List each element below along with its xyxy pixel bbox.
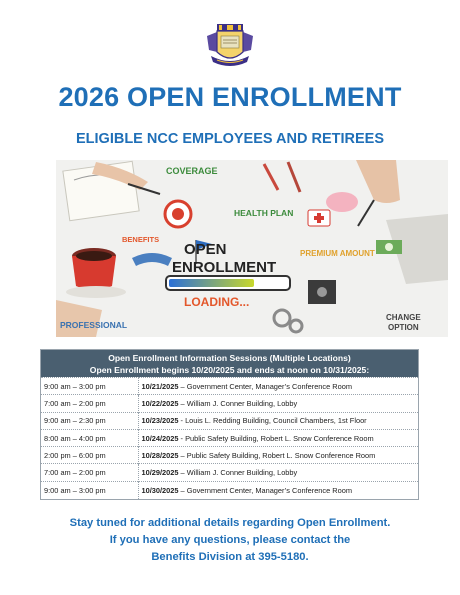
footer-message [0, 515, 460, 566]
session-time: 8:00 am – 4:00 pm [41, 429, 138, 446]
session-time: 7:00 am – 2:00 pm [41, 464, 138, 481]
table-row [41, 447, 418, 464]
session-location: - Public Safety Building, Robert L. Snow Conference Room [178, 433, 374, 443]
banner-word-loading: LOADING... [184, 295, 250, 309]
session-location: – William J. Conner Building, Lobby [178, 398, 298, 408]
session-location: – Public Safety Building, Robert L. Snow Conference Room [178, 450, 376, 460]
schedule-table [41, 377, 418, 499]
table-row [41, 464, 418, 481]
session-details [138, 447, 418, 464]
session-location: – Government Center, Manager’s Conference Room [178, 381, 352, 391]
table-row [41, 378, 418, 395]
banner-word-coverage: COVERAGE [166, 166, 218, 176]
session-time: 2:00 pm – 6:00 pm [41, 447, 138, 464]
loading-progress-bar [166, 276, 290, 290]
session-date: 10/24/2025 [141, 433, 179, 443]
footer-line-3: Benefits Division at 395-5180. [151, 551, 309, 563]
table-row [41, 429, 418, 446]
table-row [41, 395, 418, 412]
schedule-heading-line2: Open Enrollment begins 10/20/2025 and ends at noon on 10/31/2025: [89, 365, 370, 375]
banner-word-enrollment: ENROLLMENT [172, 259, 277, 276]
session-date: 10/30/2025 [141, 485, 179, 495]
banner-word-professional: PROFESSIONAL [60, 320, 128, 330]
session-date: 10/21/2025 [141, 381, 179, 391]
session-location: - Louis L. Redding Building, Council Chambers, 1st Floor [178, 416, 367, 426]
session-location: – William J. Conner Building, Lobby [178, 468, 298, 478]
page-subtitle: ELIGIBLE NCC EMPLOYEES AND RETIREES [75, 131, 385, 147]
session-date: 10/29/2025 [141, 468, 179, 478]
banner-word-open: OPEN [184, 241, 227, 258]
table-row [41, 481, 418, 498]
target-icon [165, 201, 191, 227]
session-time: 9:00 am – 3:00 pm [41, 378, 138, 395]
banner-word-benefits: BENEFITS [122, 235, 160, 244]
schedule-heading [41, 350, 418, 377]
session-date: 10/28/2025 [141, 450, 179, 460]
session-details [138, 429, 418, 446]
session-time: 9:00 am – 2:30 pm [41, 412, 138, 429]
session-date: 10/22/2025 [141, 398, 179, 408]
session-location: – Government Center, Manager’s Conference Room [178, 485, 352, 495]
banner-word-change: CHANGE [386, 313, 421, 322]
safe-icon [308, 280, 336, 304]
session-time: 9:00 am – 3:00 pm [41, 481, 138, 498]
page-title: 2026 OPEN ENROLLMENT [58, 82, 402, 112]
table-row [41, 412, 418, 429]
session-details [138, 378, 418, 395]
session-details [138, 412, 418, 429]
session-time: 7:00 am – 2:00 pm [41, 395, 138, 412]
session-details [138, 481, 418, 498]
schedule-heading-line1: Open Enrollment Information Sessions (Multiple Locations) [108, 353, 351, 363]
banner-word-health-plan: HEALTH PLAN [234, 208, 294, 218]
piggy-bank-icon [326, 192, 358, 212]
footer-line-1: Stay tuned for additional details regarding Open Enrollment. [69, 517, 391, 529]
session-details [138, 464, 418, 481]
session-details [138, 395, 418, 412]
session-date: 10/23/2025 [141, 416, 179, 426]
info-sessions-schedule [40, 349, 419, 500]
banner-word-premium-amount: PREMIUM AMOUNT [300, 249, 375, 258]
county-seal-logo [203, 22, 257, 68]
medical-kit-icon [308, 210, 330, 226]
open-enrollment-banner-image [56, 160, 448, 337]
money-icon [376, 240, 402, 254]
banner-word-option: OPTION [388, 323, 419, 332]
footer-line-2: If you have any questions, please contact the [109, 534, 351, 546]
